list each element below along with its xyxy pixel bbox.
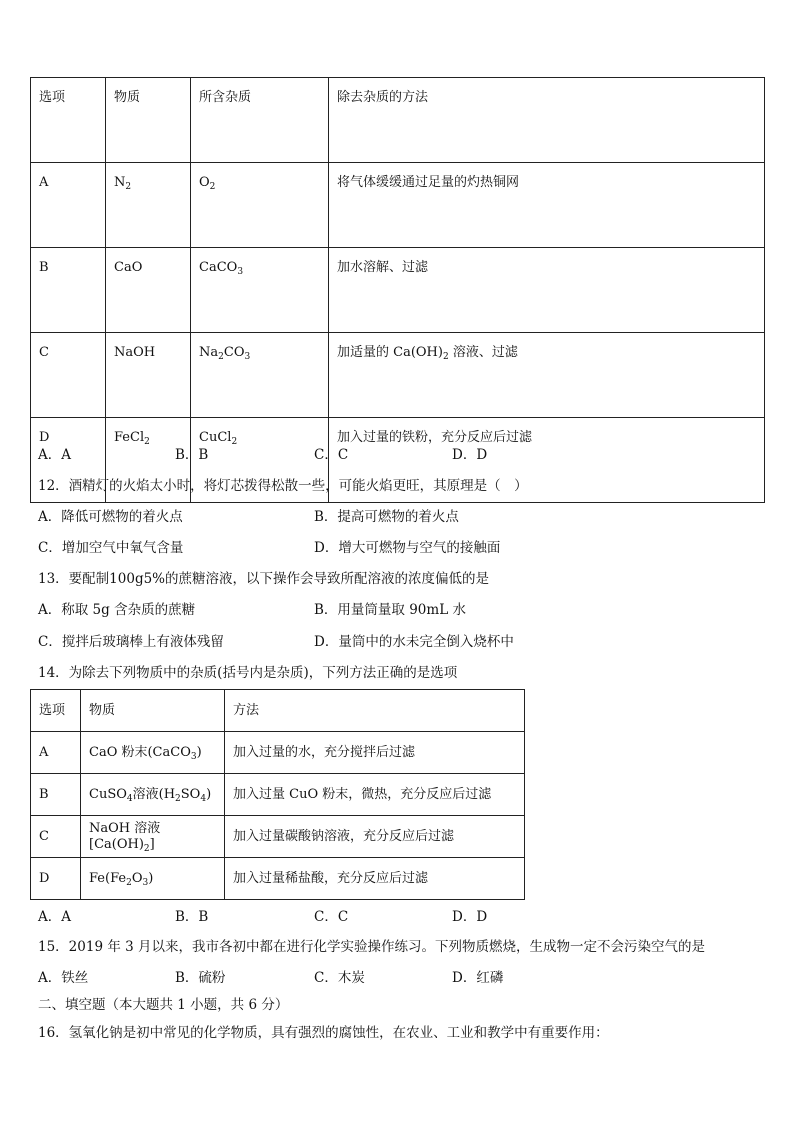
table-row: [31, 774, 525, 816]
impurity-cell: CuCl$_2$: [191, 418, 329, 503]
answer-option: D．增大可燃物与空气的接触面: [314, 540, 501, 556]
impurity-table-2: [30, 689, 525, 900]
table-header-cell: 选项: [31, 690, 81, 732]
table-row: [31, 163, 765, 248]
answer-option: C．增加空气中氧气含量: [38, 540, 184, 556]
answer-option: B．用量筒量取 90mL 水: [314, 602, 466, 618]
answer-option: A．降低可燃物的着火点: [38, 509, 183, 525]
substance-cell: CaO 粉末(CaCO$_3$): [81, 732, 225, 774]
table-header-cell: 选项: [31, 78, 106, 163]
method-cell: 加入过量的铁粉，充分反应后过滤: [329, 418, 765, 503]
option-cell: D: [31, 858, 81, 900]
option-cell: D: [31, 418, 106, 503]
section-heading: 二、填空题（本大题共 1 小题，共 6 分）: [38, 997, 289, 1013]
answer-option: B．B: [175, 447, 209, 463]
option-cell: A: [31, 732, 81, 774]
option-cell: C: [31, 333, 106, 418]
substance-cell: CaO: [106, 248, 191, 333]
substance-cell: $Fe(Fe_2O_3)$: [81, 858, 225, 900]
method-cell: 加入过量稀盐酸，充分反应后过滤: [225, 858, 525, 900]
question-12-stem: 12．酒精灯的火焰太小时，将灯芯拨得松散一些，可能火焰更旺，其原理是（ ）: [38, 478, 528, 494]
table-row: [31, 333, 765, 418]
answer-option: D．量筒中的水未完全倒入烧杯中: [314, 634, 514, 650]
substance-cell: NaOH: [106, 333, 191, 418]
substance-cell: CuSO$_4$溶液$(H_2SO_4)$: [81, 774, 225, 816]
answer-option: A．称取 5g 含杂质的蔗糖: [38, 602, 196, 618]
option-cell: A: [31, 163, 106, 248]
table-row: [31, 816, 525, 858]
question-16-stem: 16．氢氧化钠是初中常见的化学物质，具有强烈的腐蚀性，在农业、工业和教学中有重要作用：: [38, 1025, 609, 1041]
method-cell: 将气体缓缓通过足量的灼热铜网: [329, 163, 765, 248]
answer-option: B．硫粉: [175, 970, 226, 986]
method-cell: 加入过量 CuO 粉末，微热，充分反应后过滤: [225, 774, 525, 816]
method-cell: 加水溶解、过滤: [329, 248, 765, 333]
answer-option: B．提高可燃物的着火点: [314, 509, 459, 525]
option-cell: B: [31, 248, 106, 333]
impurity-cell: CaCO$_3$: [191, 248, 329, 333]
impurity-cell: $Na_2CO_3$: [191, 333, 329, 418]
answer-option: C．搅拌后玻璃棒上有液体残留: [38, 634, 224, 650]
table-header-cell: 方法: [225, 690, 525, 732]
table-row: [31, 248, 765, 333]
table-row: [31, 858, 525, 900]
table-header-row: [31, 78, 765, 163]
table-header-cell: 除去杂质的方法: [329, 78, 765, 163]
answer-option: A．铁丝: [38, 970, 89, 986]
method-cell: 加适量的 $Ca(OH)_2$ 溶液、过滤: [329, 333, 765, 418]
answer-option: C．C: [314, 909, 349, 925]
answer-option: D．D: [452, 909, 488, 925]
question-13-stem: 13．要配制100g5%的蔗糖溶液，以下操作会导致所配溶液的浓度偏低的是: [38, 571, 490, 587]
option-cell: C: [31, 816, 81, 858]
method-cell: 加入过量碳酸钠溶液，充分反应后过滤: [225, 816, 525, 858]
question-15-stem: 15．2019 年 3 月以来，我市各初中都在进行化学实验操作练习。下列物质燃烧，生成物一定不会污染空气的是: [38, 939, 705, 955]
answer-option: A．A: [38, 447, 71, 463]
question-14-stem: 14．为除去下列物质中的杂质(括号内是杂质)，下列方法正确的是选项: [38, 665, 458, 681]
substance-cell: $N_2$: [106, 163, 191, 248]
impurity-cell: $O_2$: [191, 163, 329, 248]
table-row: [31, 732, 525, 774]
table-header-cell: 物质: [81, 690, 225, 732]
answer-option: C．C: [314, 447, 349, 463]
impurity-table-1: [30, 77, 765, 503]
substance-cell: NaOH 溶液$[Ca(OH)_2]$: [81, 816, 225, 858]
option-cell: B: [31, 774, 81, 816]
table-header-cell: 所含杂质: [191, 78, 329, 163]
substance-cell: FeCl$_2$: [106, 418, 191, 503]
answer-option: B．B: [175, 909, 209, 925]
table-header-cell: 物质: [106, 78, 191, 163]
answer-option: A．A: [38, 909, 71, 925]
answer-option: D．红磷: [452, 970, 504, 986]
answer-option: C．木炭: [314, 970, 365, 986]
answer-option: D．D: [452, 447, 488, 463]
method-cell: 加入过量的水，充分搅拌后过滤: [225, 732, 525, 774]
table-header-row: [31, 690, 525, 732]
